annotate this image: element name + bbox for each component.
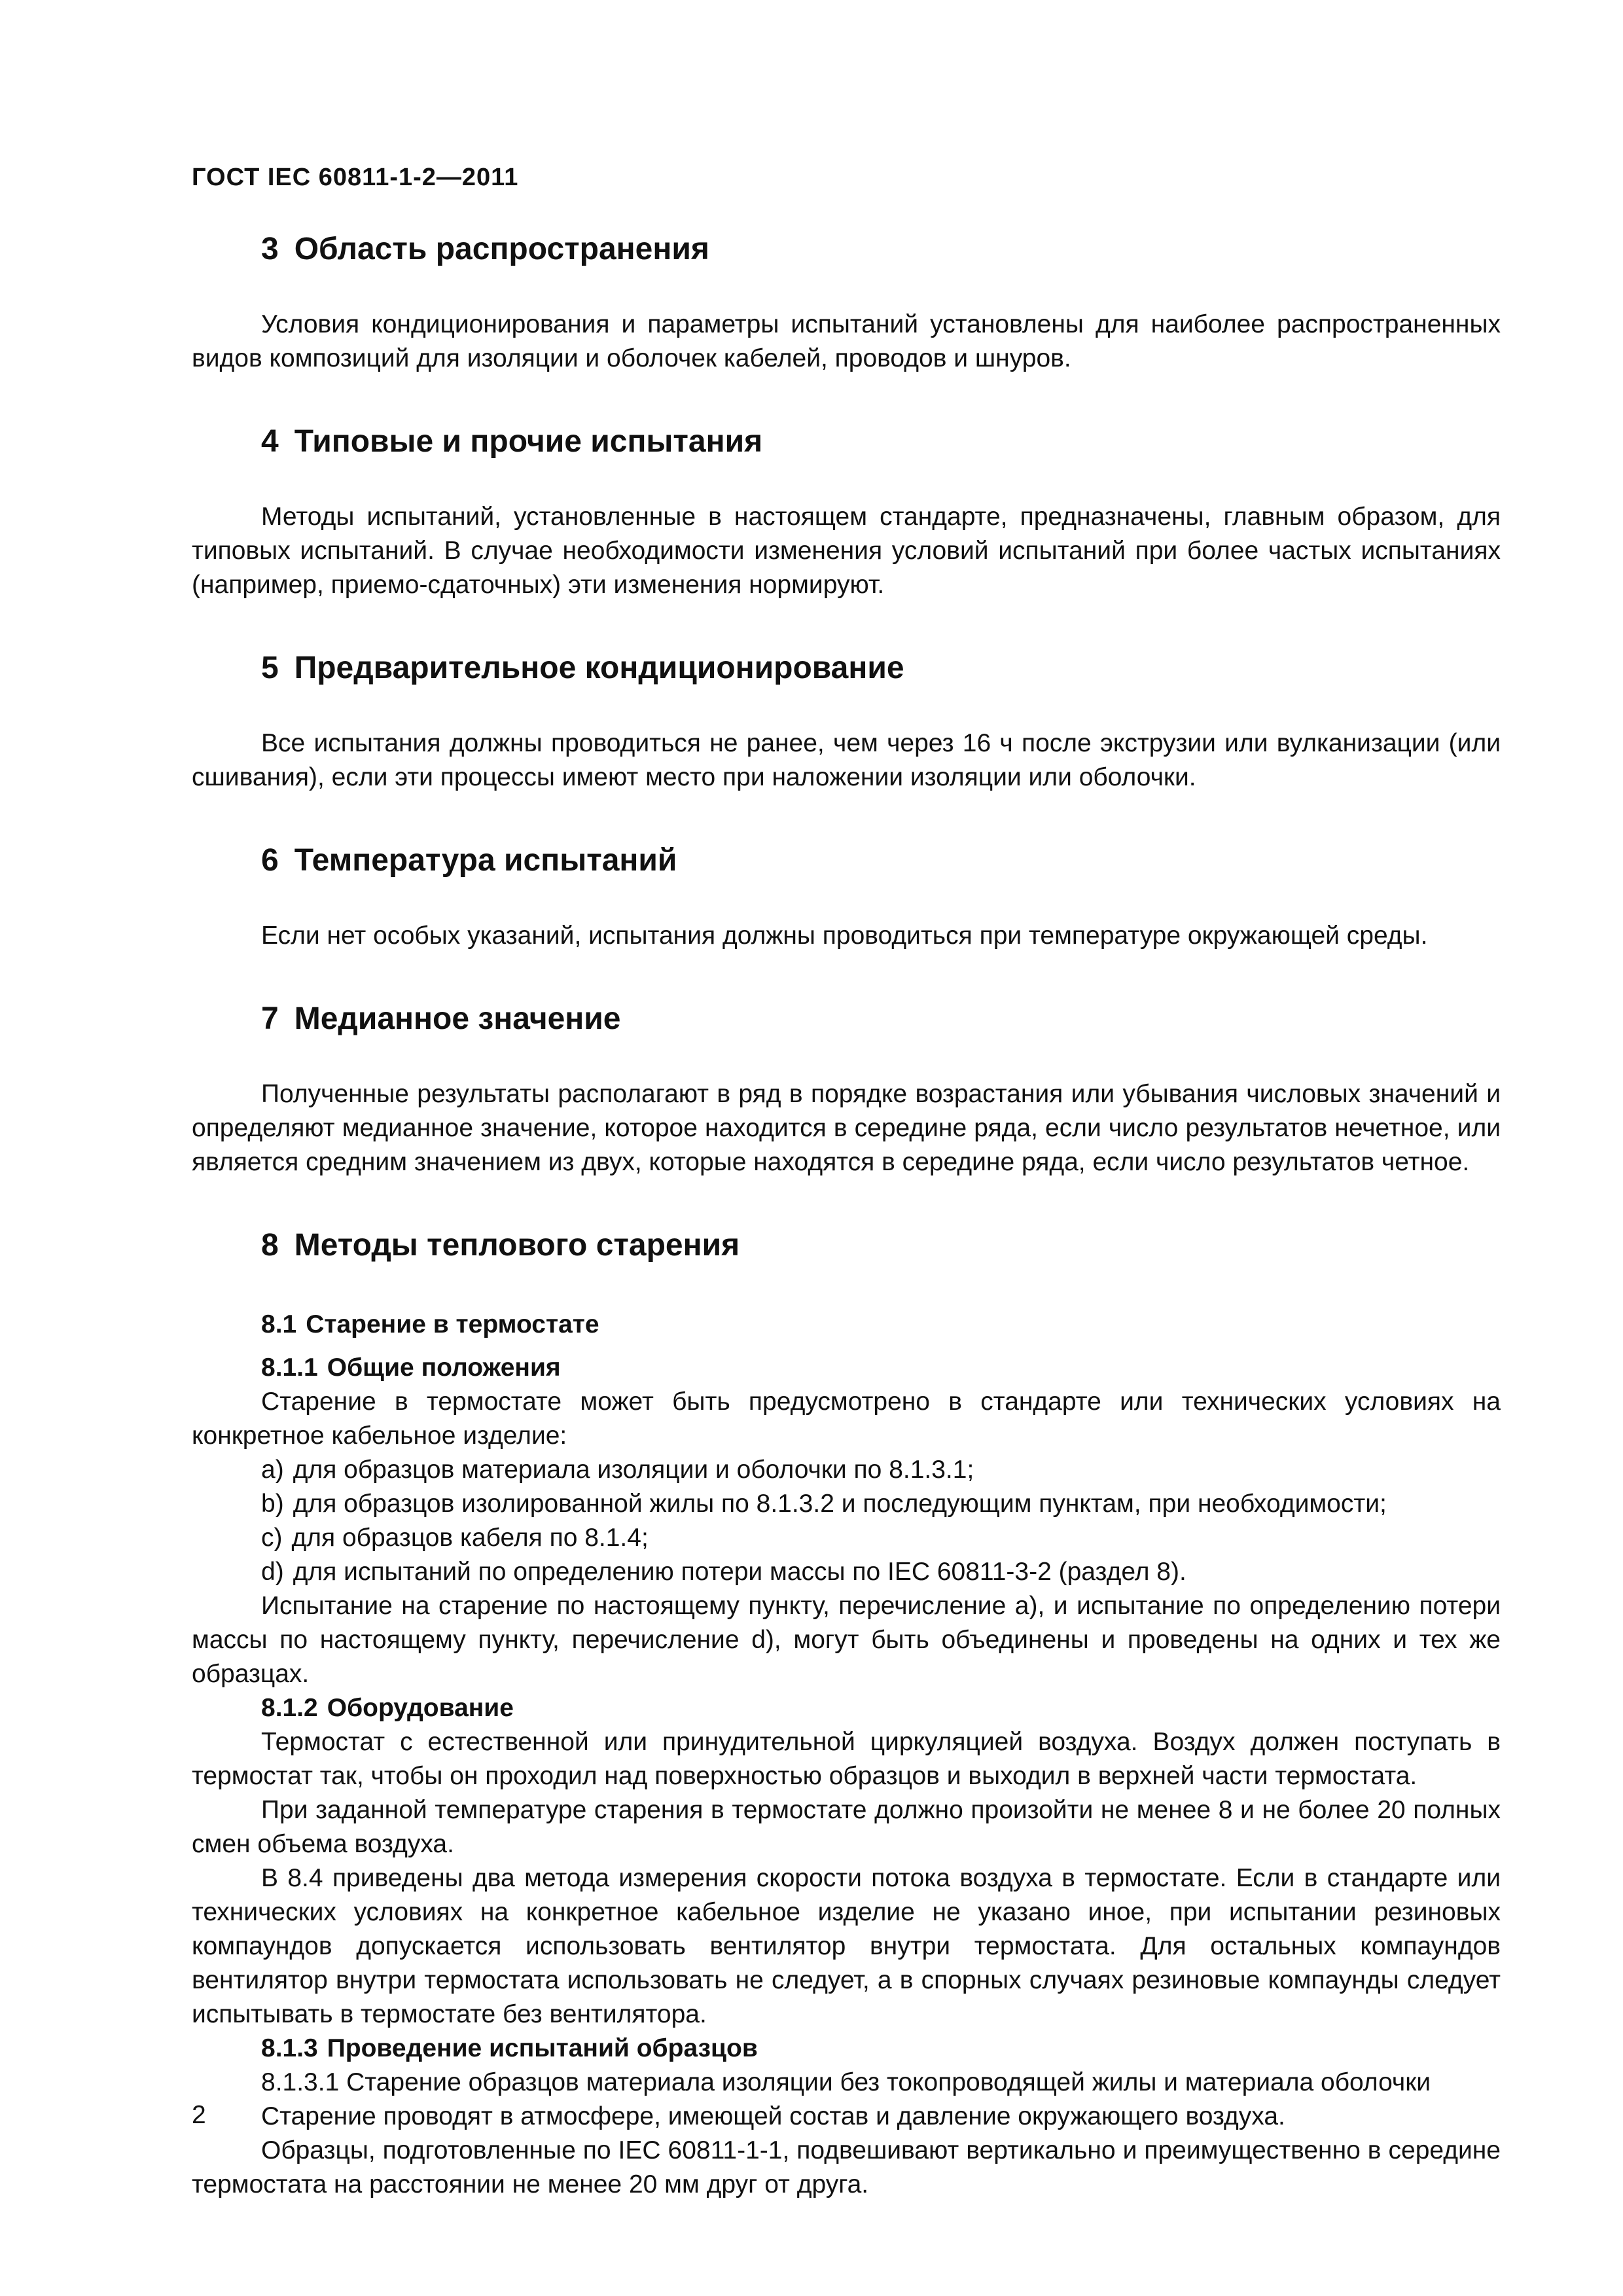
section-title-text: Область распространения xyxy=(294,232,709,266)
list-item-text: для образцов кабеля по 8.1.4; xyxy=(291,1524,649,1552)
paragraph: Старение в термостате может быть предусмотрено в стандарте или технических условиях на конкретное кабельное изделие: xyxy=(192,1388,1501,1450)
subsection-title-text: Общие положения xyxy=(327,1354,561,1382)
list-item-text: для испытаний по определению потери массы по IEC 60811-3-2 (раздел 8). xyxy=(293,1558,1186,1586)
section-3 xyxy=(192,230,1501,376)
section-title xyxy=(192,649,1501,687)
section-title xyxy=(192,842,1501,880)
list-item xyxy=(192,1555,1501,1589)
section-title xyxy=(192,1000,1501,1038)
list-marker: a) xyxy=(261,1456,284,1484)
section-title xyxy=(192,423,1501,461)
subsection-8-1-1-title xyxy=(192,1351,1501,1385)
subsection-number: 8.1.1 xyxy=(261,1354,318,1382)
paragraph: Полученные результаты располагают в ряд в порядке возрастания или убывания числовых значений и определяют медианное значение, которое находится в середине ряда, если число результатов нечетное, или является средним значением из двух, которые находятся в середине ряда, если число результатов четное. xyxy=(192,1080,1501,1176)
section-number: 5 xyxy=(261,651,279,685)
section-title xyxy=(192,230,1501,268)
section-number: 3 xyxy=(261,232,279,266)
subsection-title-text: Оборудование xyxy=(327,1694,514,1722)
list-marker: d) xyxy=(261,1558,284,1586)
paragraph: 8.1.3.1 Старение образцов материала изоляции без токопроводящей жилы и материала оболочки xyxy=(261,2068,1431,2096)
subsection-8-1-title xyxy=(192,1308,1501,1342)
section-title-text: Методы теплового старения xyxy=(294,1228,740,1263)
section-7 xyxy=(192,1000,1501,1179)
paragraph: Образцы, подготовленные по IEC 60811-1-1, подвешивают вертикально и преимущественно в середине термостата на расстоянии не менее 20 мм друг от друга. xyxy=(192,2136,1501,2198)
section-number: 6 xyxy=(261,843,279,878)
subsection-number: 8.1.3 xyxy=(261,2034,318,2062)
paragraph: Испытание на старение по настоящему пункту, перечисление a), и испытание по определению потери массы по настоящему пункту, перечисление d), могут быть объединены и проведены на одних и тех же образцах. xyxy=(192,1592,1501,1688)
subsection-8-1-2-title xyxy=(192,1691,1501,1725)
section-number: 7 xyxy=(261,1001,279,1036)
list-item xyxy=(192,1453,1501,1487)
section-title-text: Температура испытаний xyxy=(294,843,677,878)
list-marker: b) xyxy=(261,1490,284,1518)
list-item-text: для образцов материала изоляции и оболочки по 8.1.3.1; xyxy=(293,1456,974,1484)
section-8 xyxy=(192,1227,1501,2202)
document-header: ГОСТ IEC 60811-1-2—2011 xyxy=(192,164,519,191)
paragraph: При заданной температуре старения в термостате должно произойти не менее 8 и не более 20 полных смен объема воздуха. xyxy=(192,1796,1501,1858)
list-item xyxy=(192,1521,1501,1555)
paragraph: В 8.4 приведены два метода измерения скорости потока воздуха в термостате. Если в стандарте или технических условиях на конкретное кабельное изделие не указано иное, при испытании резиновых компаундов допускается использовать вентилятор внутри термостата. Для остальных компаундов вентилятор внутри термостата использовать не следует, а в спорных случаях резиновые компаунды следует испытывать в термостате без вентилятора. xyxy=(192,1864,1501,2028)
subsection-number: 8.1 xyxy=(261,1310,297,1338)
subsection-8-1-3-title xyxy=(192,2032,1501,2066)
section-number: 4 xyxy=(261,424,279,459)
paragraph: Методы испытаний, установленные в настоящем стандарте, предназначены, главным образом, для типовых испытаний. В случае необходимости изменения условий испытаний при более частых испытаниях (например, приемо-сдаточных) эти изменения нормируют. xyxy=(192,503,1501,599)
section-title-text: Предварительное кондиционирование xyxy=(294,651,904,685)
section-title-text: Типовые и прочие испытания xyxy=(294,424,763,459)
paragraph: Термостат с естественной или принудительной циркуляцией воздуха. Воздух должен поступать в термостат так, чтобы он проходил над поверхностью образцов и выходил в верхней части термостата. xyxy=(192,1728,1501,1790)
list-item-text: для образцов изолированной жилы по 8.1.3.2 и последующим пунктам, при необходимости; xyxy=(293,1490,1387,1518)
paragraph: Если нет особых указаний, испытания должны проводиться при температуре окружающей среды. xyxy=(261,922,1428,950)
page-number: 2 xyxy=(192,2101,206,2129)
section-title-text: Медианное значение xyxy=(294,1001,621,1036)
subsection-number: 8.1.2 xyxy=(261,1694,318,1722)
list-marker: c) xyxy=(261,1524,283,1552)
subsection-title-text: Проведение испытаний образцов xyxy=(327,2034,758,2062)
section-number: 8 xyxy=(261,1228,279,1263)
subsection-title-text: Старение в термостате xyxy=(306,1310,599,1338)
section-title xyxy=(192,1227,1501,1265)
section-6 xyxy=(192,842,1501,953)
section-4 xyxy=(192,423,1501,602)
list-item xyxy=(192,1487,1501,1521)
paragraph: Условия кондиционирования и параметры испытаний установлены для наиболее распространенных видов композиций для изоляции и оболочек кабелей, проводов и шнуров. xyxy=(192,310,1501,372)
paragraph: Все испытания должны проводиться не ранее, чем через 16 ч после экструзии или вулканизации (или сшивания), если эти процессы имеют место при наложении изоляции или оболочки. xyxy=(192,729,1501,791)
paragraph: Старение проводят в атмосфере, имеющей состав и давление окружающего воздуха. xyxy=(261,2102,1285,2130)
section-5 xyxy=(192,649,1501,795)
page-content xyxy=(192,230,1501,2202)
